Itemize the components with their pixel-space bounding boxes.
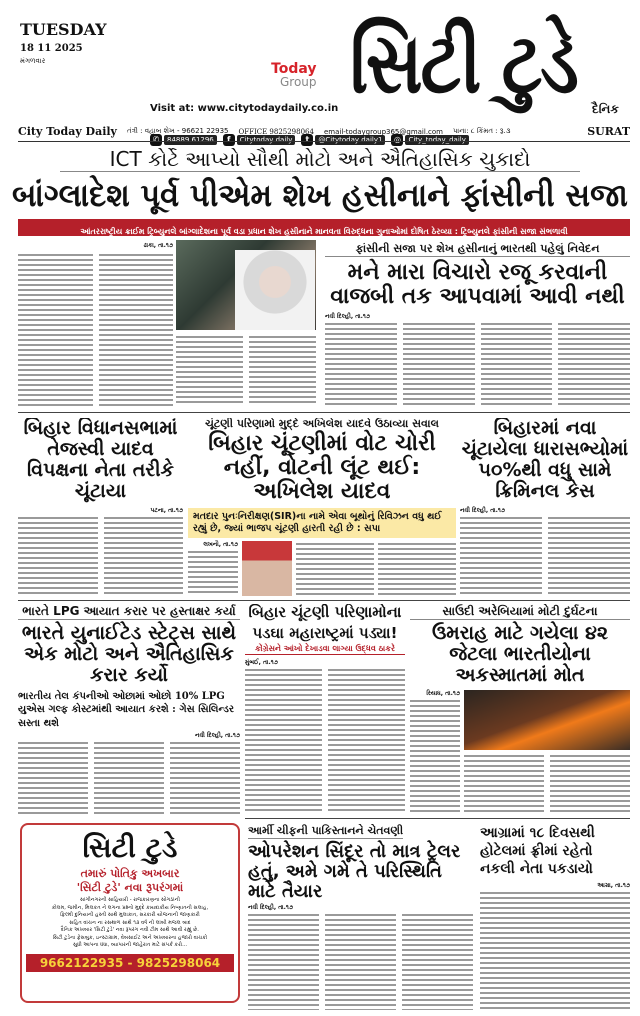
pages-price: પાના: ૮ કિંમત : રૂ.૩ [453, 127, 511, 135]
facebook-icon: f [223, 134, 235, 146]
lpg-headline: ભારતે યુનાઈટેડ સ્ટેટ્સ સાથે એક મોટો અને ઐતિહાસિક કરાર કર્યો [21, 622, 237, 686]
bihar-dateline: પટના, તા.૧૭ [150, 506, 183, 514]
masthead-logo: સિટી ટુડે [350, 13, 577, 113]
office-phone: OFFICE 9825298064 [238, 127, 314, 136]
army-headline: ઓપરેશન સિંદૂર તો માત્ર ટ્રેલર હતું, અમે ગમે તે પરિસ્થિતિ માટે તૈયાર [248, 841, 461, 902]
agra-headline: આગ્રામાં ૧૮ દિવસથી હોટેલમાં ફ્રીમાં રહેતો નકલી નેતા પકડાયો [480, 825, 595, 878]
website-link[interactable]: Visit at: www.citytodaydaily.co.in [150, 103, 339, 114]
ad-line: સહિત વાંચન ના રસથાળ સાથે ૧૩ વર્ષ ની લાંબી મજલ બાદ [69, 919, 191, 926]
twitter-icon: t [301, 134, 313, 146]
instagram-icon: ◎ [391, 134, 403, 146]
hasina-kicker: ફાંસીની સજા પર શેખ હસીનાનું ભારતથી પહેલું નિવેદન [355, 242, 600, 255]
lpg-kicker: ભારતે LPG આયાત કરાર પર હસ્તાક્ષર કર્યા [22, 604, 236, 618]
city: SURAT [587, 125, 630, 138]
city-today-ad [20, 823, 240, 1003]
date: 18 11 2025 [20, 43, 83, 54]
weekday: TUESDAY [20, 20, 107, 39]
lead-banner: આંતરરાષ્ટ્રીય ક્રાઈમ ટ્રિબ્યુનલે બાંગ્લાદેશના પૂર્વ વડા પ્રધાન શેખ હસીનાને માનવતા વિરુદ્ધના ગુનાઓમાં દોષિત ઠેરવ્યા : ટ્રિબ્યુનલે ફાંસીની સજા સંભળાવી [80, 227, 568, 236]
army-dateline: નવી દિલ્હી, તા.૧૭ [248, 904, 294, 912]
lead-kicker: ICT કોર્ટે આપ્યો સૌથી મોટો અને ઐતિહાસિક ચુકાદો [109, 147, 531, 171]
ad-line: સિટી ટુડેના ફેસબુક, ઇન્સ્ટાગ્રામ, વેબસાઈટ અને અખબારના હજારો વાચકો [52, 934, 208, 941]
lead-banner-wrap [18, 219, 630, 236]
whatsapp-icon: ✆ [150, 134, 162, 146]
paper-name: City Today Daily [18, 125, 117, 138]
akhilesh-dateline: લખનૌ, તા.૧૭ [203, 541, 238, 549]
maha-dateline: મુંબઈ, તા.૧૭ [245, 659, 278, 666]
maha-kicker: બિહાર ચૂંટણી પરિણામોના [248, 604, 402, 621]
whatsapp-number: 84889 61296 [164, 135, 217, 145]
facebook-handle: Citytoday daily [237, 135, 296, 145]
ad-line: કોલમ, જમીન, મિલકત ને લગના પ્રશ્નો મુદ્દે કાયદાકીય નિષ્ણાતની સલાહ, [51, 904, 209, 911]
lead-headline-wrap [10, 175, 630, 215]
editor: તંત્રી : વહાબ શેખ - 96621 22935 [126, 127, 229, 135]
ad-subtitle: 'સિટી ટુડે' નવા રૂપરંગમાં [76, 881, 184, 894]
info-bar [18, 122, 630, 142]
akhilesh-kicker: ચૂંટણી પરિણામો મુદ્દે અખિલેશ યાદવે ઉઠાવ્યા સવાલ [205, 418, 439, 430]
email: email-todaygroup365@gmail.com [323, 127, 443, 136]
hasina-photo [235, 250, 315, 330]
ad-line: દૈનિક અખબાર 'સિટી ટુડે' નવા રૂપરંગ નવી ટીમ સાથે આવી રહ્યું છે. [61, 927, 199, 934]
criminal-dateline: નવી દિલ્હી, તા.૧૭ [460, 506, 506, 514]
instagram-handle: City_today_daily [405, 135, 468, 145]
lead-kicker-wrap [60, 146, 580, 172]
lead-dateline: ઢાકા, તા.૧૭ [143, 242, 173, 249]
logo-today: Today [271, 61, 317, 77]
masthead-daily: દૈનિક [592, 102, 619, 116]
maha-subheadline: કોંગ્રેસને આંખો દેખાડવા લાગ્યા ઉદ્ધવ ઠાકરે [245, 644, 405, 655]
hasina-headline: મને મારા વિચારો રજૂ કરવાની વાજબી તક આપવામાં આવી નથી [330, 260, 625, 310]
criminal-headline: બિહારમાં નવા ચૂંટાયેલા ધારાસભ્યોમાં ૫૦%થી વધુ સામે ક્રિમિનલ કેસ [461, 418, 629, 502]
agra-dateline: આગ્રા, તા.૧૭ [597, 881, 630, 889]
akhilesh-photo [242, 541, 292, 596]
saudi-dateline: રિયાધ, તા.૧૭ [426, 689, 460, 697]
ad-phone-numbers[interactable]: 9662122935 - 9825298064 [26, 954, 234, 972]
date-block [20, 20, 107, 66]
weekday-gu: મંગળવાર [20, 57, 46, 65]
ad-line: સાંગીનગરની સાહિયારી - રાજકારણના સોગઠાંની [80, 897, 180, 903]
sp-quote-box: મતદાર પુનઃનિરીક્ષણ(SIR)ના નામે એવા બૂથોનું રિવિઝન વધુ થઈ રહ્યું છે, જ્યાં ભાજપ ચૂંટણી હારતી રહી છે : સપા [188, 508, 456, 539]
ad-line: ફિલ્મી દુનિયાની હસ્તી સાથે મુલાકાત, સરકારી યોજનાની જાણકારી [60, 912, 200, 919]
akhilesh-headline: બિહાર ચૂંટણીમાં વોટ ચોરી નહીં, વોટની લૂંટ થઈ: અખિલેશ યાદવ [208, 431, 436, 505]
ad-title: તમારું પોતિકુ અખબાર [80, 867, 180, 880]
hasina-dateline: નવી દિલ્હી, તા.૧૭ [325, 313, 371, 321]
saudi-kicker: સાઉદી અરેબિયામાં મોટી દુર્ઘટના [442, 604, 598, 618]
bihar-headline: બિહાર વિધાનસભામાં તેજસ્વી યાદવ વિપક્ષના નેતા તરીકે ચૂંટાયા [23, 418, 178, 502]
logo-group: Group [280, 75, 317, 89]
twitter-handle: @Citytoday daily1 [315, 135, 385, 145]
saudi-headline: ઉમરાહ માટે ગયેલા ૪૨ જેટલા ભારતીયોના અકસ્માતમાં મોત [431, 622, 609, 686]
lpg-dateline: નવી દિલ્હી, તા.૧૭ [194, 732, 240, 740]
lead-headline: બાંગ્લાદેશ પૂર્વ પીએમ શેખ હસીનાને ફાંસીની સજા [12, 176, 628, 214]
bus-fire-photo [464, 690, 630, 750]
maha-headline: પડઘા મહારાષ્ટ્રમાં પડ્યા! [252, 623, 398, 642]
lpg-subheadline: ભારતીય તેલ કંપનીઓ ઓછામાં ઓછો 10% LPG યુએસ ગલ્ફ કોસ્ટમાંથી આયાત કરશે : ગેસ સિલિન્ડર સસ્તા થશે [18, 690, 235, 729]
army-kicker: આર્મી ચીફની પાકિસ્તાનને ચેતવણી [248, 824, 404, 837]
ad-line: સુધી આપના ધંધા, વ્યાપારની જાહેરાત માટે સંપર્ક કરો... [72, 942, 188, 949]
today-group-logo [262, 62, 317, 88]
ad-logo: સિટી ટુડે [82, 831, 178, 864]
